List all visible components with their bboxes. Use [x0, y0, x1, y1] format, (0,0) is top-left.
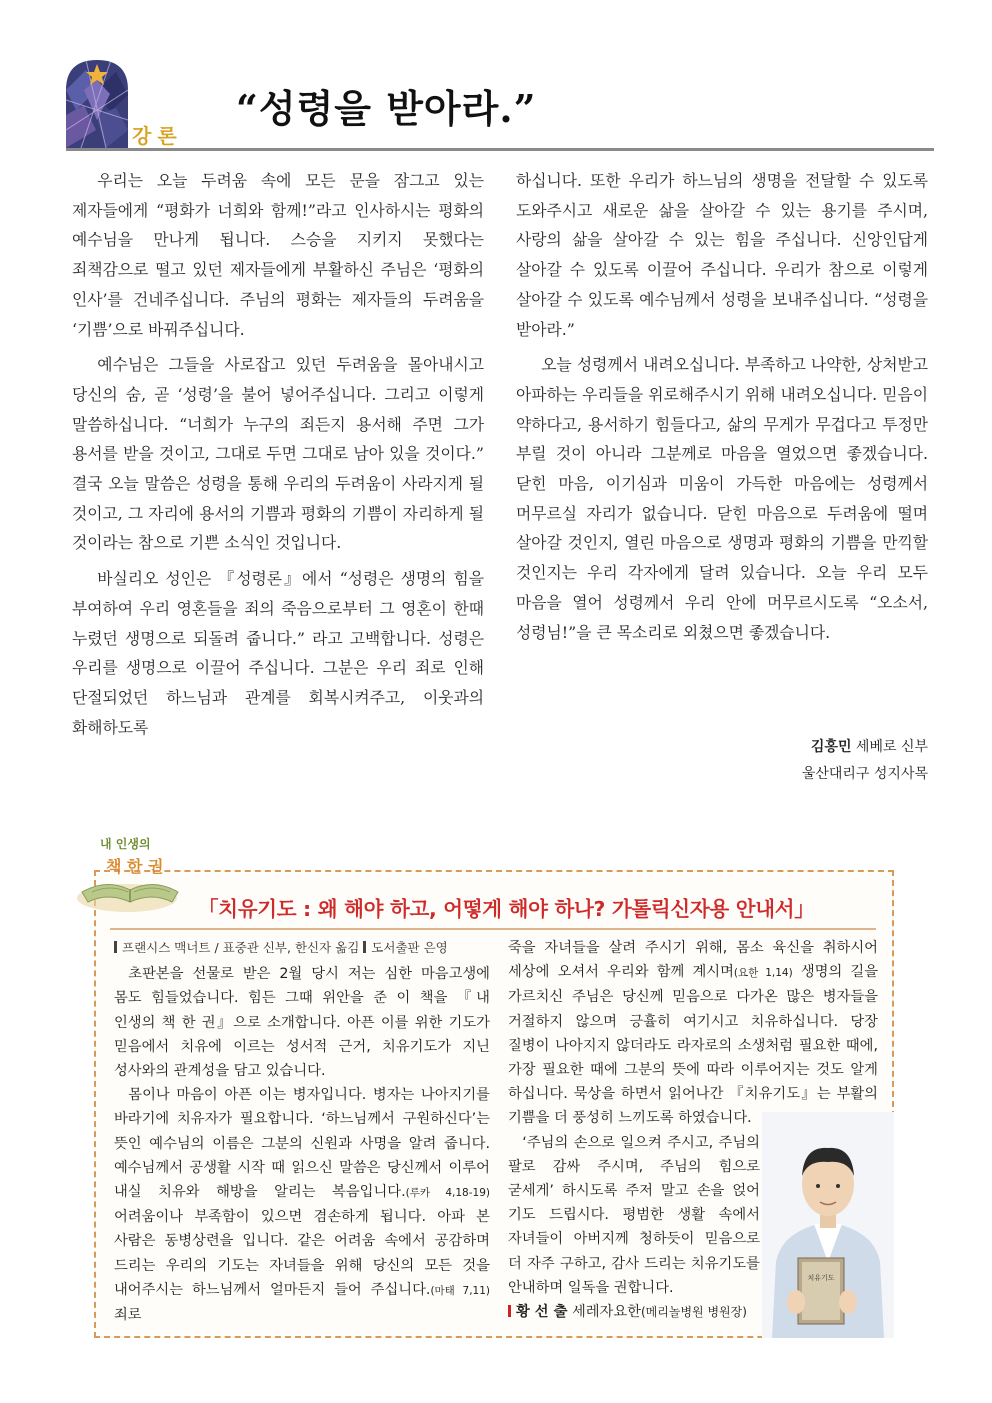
book-meta [114, 936, 490, 960]
reviewer-org: (메리놀병원 병원장) [641, 1305, 747, 1320]
held-book-title: 치유기도 [807, 1274, 835, 1282]
sermon-paragraph: 예수님은 그들을 사로잡고 있던 두려움을 몰아내시고 당신의 숨, 곧 ‘성령’을 불어 넣어주십니다. 그리고 이렇게 말씀하십니다. “너희가 누구의 죄든지 용서해 주면 그가 용서를 받을 것이고, 그대로 두면 그대로 남아 있을 것이다.” 결국 오늘 말씀은 성령을 통해 우리의 두려움이 사라지게 될 것이고, 그 자리에 용서의 기쁨과 평화의 기쁨이 자리하게 될 것이라는 참으로 기쁜 소식인 것입니다. [72, 355, 484, 553]
book-title: 「치유기도 : 왜 해야 하고, 어떻게 해야 하나? 가톨릭신자용 안내서」 [198, 897, 815, 921]
scripture-ref: (요한 1,14) [733, 967, 793, 980]
book-paragraph [114, 1083, 490, 1327]
sermon-paragraph: 우리는 오늘 두려움 속에 모든 문을 잠그고 있는 제자들에게 “평화가 너희와 함께!”라고 인사하시는 평화의 예수님을 만나게 됩니다. 스승을 지키지 못했다는 죄책감으로 떨고 있던 제자들에게 부활하신 주님은 ‘평화의 인사’를 건네주십니다. 주님의 평화는 제자들의 두려움을 ‘기쁨’으로 바꿔주십니다. [72, 171, 484, 339]
book-column-left [114, 936, 490, 1327]
sermon-paragraph: 하십니다. 또한 우리가 하느님의 생명을 전달할 수 있도록 도와주시고 새로운 삶을 살아갈 수 있는 용기를 주시며, 사랑의 삶을 살아갈 수 있는 힘을 주십니다. 신앙인답게 살아갈 수 있도록 이끌어 주십니다. 우리가 참으로 이렇게 살아갈 수 있도록 예수님께서 성령을 보내주십니다. “성령을 받아라.” [516, 171, 928, 339]
sermon-column-left [72, 166, 484, 748]
book-logo-line1: 내 인생의 [100, 837, 151, 851]
book-title-divider [110, 928, 876, 930]
book-text: 몸이나 마음이 아픈 이는 병자입니다. 병자는 나아지기를 바라기에 치유자가 필요합니다. ‘하느님께서 구원하신다’는 뜻인 예수님의 이름은 그분의 신원과 사명을 알려 줍니다. 예수님께서 공생활 시작 때 읽으신 말씀은 당신께서 이루어 내실 치유와 해방을 알리는 복음입니다. [114, 1087, 490, 1201]
book-logo-line2: 책 한 권 [106, 857, 164, 876]
scripture-ref: (루카 4,18-19) [405, 1187, 490, 1200]
scripture-ref: (마태 7,11) [430, 1284, 491, 1297]
book-authors: 프랜시스 맥너트 / 표중관 신부, 한신자 옮김 [122, 940, 360, 955]
section-label: 강론 [132, 124, 183, 148]
author-name: 김홍민 [810, 739, 852, 755]
bullet-bar [363, 941, 366, 953]
reviewer-name: 황 선 출 [516, 1304, 568, 1321]
author-office: 울산대리구 성지사목 [801, 766, 928, 782]
sermon-paragraph: 바실리오 성인은 『성령론』에서 “성령은 생명의 힘을 부여하여 우리 영혼들을 죄의 죽음으로부터 그 영혼이 한때 누렸던 생명으로 되돌려 줍니다.” 라고 고백합니다. 성령은 우리를 생명으로 이끌어 주십니다. 그분은 우리 죄로 인해 단절되었던 하느님과 관계를 회복시켜주고, 이웃과의 화해하도록 [72, 569, 484, 737]
bullet-bar [114, 941, 117, 953]
reviewer-title: 세레자요한 [571, 1304, 641, 1321]
stained-glass-icon [66, 60, 128, 148]
sermon-column-right [516, 166, 928, 653]
book-paragraph: 초판본을 선물로 받은 2월 당시 저는 심한 마음고생에 몸도 힘들었습니다. 힘든 그때 위안을 준 이 책을 『내 인생의 책 한 권』으로 소개합니다. 아픈 이를 위한 기도가 믿음에서 치유에 이르는 성서적 근거, 치유기도가 지닌 성사와의 관계성을 담고 있습니다. [114, 966, 490, 1080]
reviewer-photo [762, 1112, 894, 1338]
book-text: 죄로 [114, 1307, 142, 1324]
page-title: “성령을 받아라.” [236, 86, 537, 131]
sermon-paragraph: 오늘 성령께서 내려오십니다. 부족하고 나약한, 상처받고 아파하는 우리들을 위로해주시기 위해 내려오십니다. 믿음이 약하다고, 용서하기 힘들다고, 삶의 무게가 무겁다고 투정만 부릴 것이 아니라 그분께로 마음을 열었으면 좋겠습니다. 닫힌 마음, 이기심과 미움이 가득한 마음에는 성령께서 머무르실 자리가 없습니다. 닫힌 마음으로 두려움에 떨며 살아갈 것인지, 열린 마음으로 생명과 평화의 기쁨을 만끽할 것인지는 우리 각자에게 달려 있습니다. 오늘 우리 모두 마음을 열어 성령께서 우리 안에 머무르시도록 “오소서, 성령님!”을 큰 목소리로 외쳤으면 좋겠습니다. [516, 355, 928, 642]
book-text: ‘주님의 손으로 일으켜 주시고, 주님의 팔로 감싸 주시며, 주님의 힘으로 굳세게’ 하시도록 주저 말고 손을 얹어 기도 드립시다. 평범한 생활 속에서 자녀들이 아버지께 청하듯이 믿음으로 더 자주 구하고, 감사 드리는 치유기도를 안내하며 일독을 권합니다. [508, 1134, 760, 1296]
title-divider [66, 148, 934, 151]
book-publisher: 도서출판 은영 [371, 940, 448, 955]
book-text: 어려움이나 부족함이 있으면 겸손하게 됩니다. 아파 본 사람은 동병상련을 입니다. 같은 어려움 속에서 공감하며 드리는 우리의 기도는 자녀들을 위해 당신의 모든 것을 내어주시는 하느님께서 얼마든지 들어 주십니다. [114, 1209, 490, 1298]
book-text: 죽을 자녀들을 살려 주시기 위해, 몸소 육신을 취하시어 세상에 오셔서 우리와 함께 계시며 [508, 940, 878, 981]
book-text: 생명의 길을 가르치신 주님은 당신께 믿음으로 다가온 많은 병자들을 거절하지 않으며 긍휼히 여기시고 치유하십니다. 당장 질병이 나아지지 않더라도 라자로의 소생처럼 필요한 때에, 가장 필요한 때에 그분의 뜻에 따라 이루어지는 것도 알게 하십니다. 묵상을 하면서 읽어나간 『치유기도』는 부활의 기쁨을 더 풍성히 느끼도록 하였습니다. [508, 964, 879, 1127]
book-paragraph [508, 936, 878, 1131]
bullet-bar [508, 1305, 511, 1317]
open-book-icon [72, 830, 192, 920]
author-signature [802, 734, 928, 788]
author-title: 세베로 신부 [855, 739, 928, 755]
